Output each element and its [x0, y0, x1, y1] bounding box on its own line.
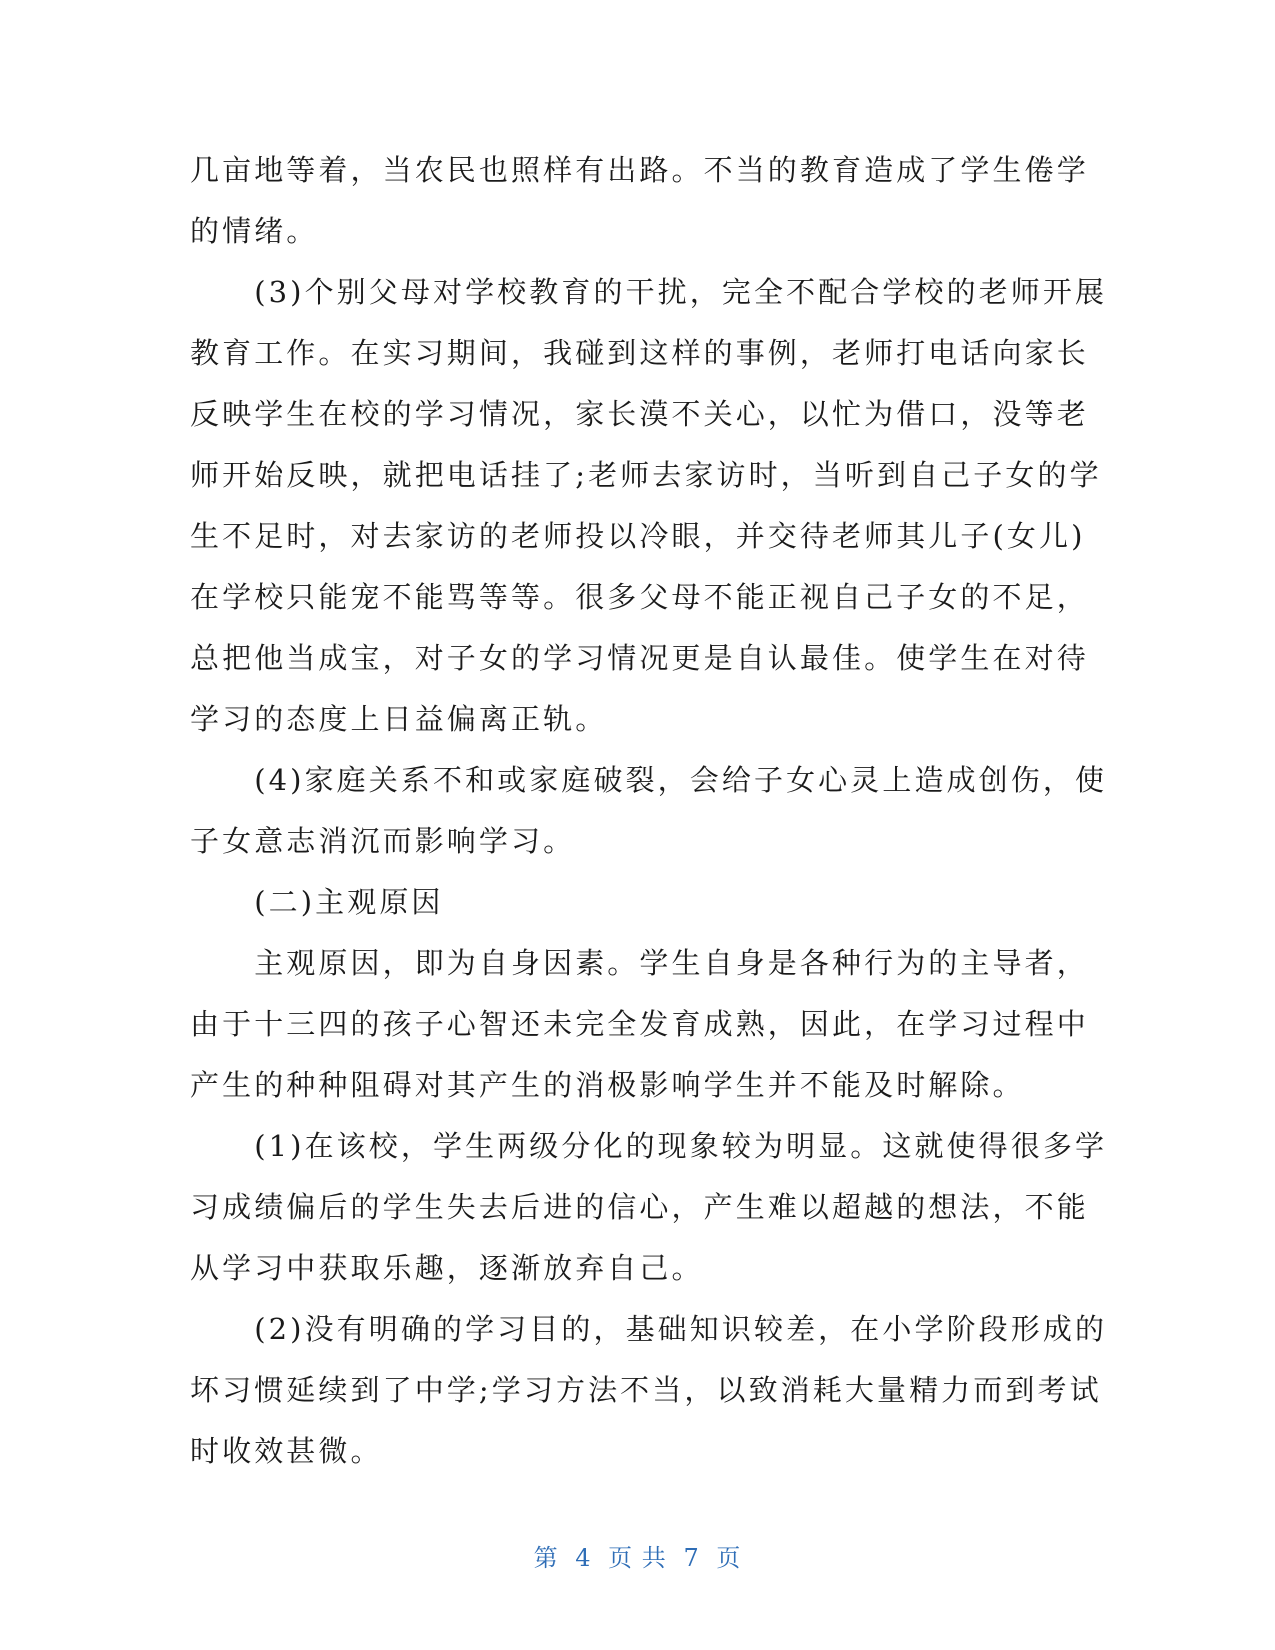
- text-line: (3)个别父母对学校教育的干扰，完全不配合学校的老师开展: [190, 275, 1108, 309]
- text-line: 主观原因，即为自身因素。学生自身是各种行为的主导者，: [190, 946, 1089, 980]
- total-pages-number: 7: [683, 1544, 700, 1572]
- current-page-number: 4: [575, 1544, 592, 1572]
- text-line: 师开始反映，就把电话挂了;老师去家访时，当听到自己子女的学: [190, 458, 1102, 492]
- text-line: 反映学生在校的学习情况，家长漠不关心，以忙为借口，没等老: [190, 397, 1089, 431]
- text-line: 学习的态度上日益偏离正轨。: [190, 702, 608, 736]
- footer-suffix: 页: [716, 1544, 742, 1572]
- body-text: [190, 140, 1108, 1482]
- text-line: 的情绪。: [190, 214, 319, 248]
- text-line: 总把他当成宝，对子女的学习情况更是自认最佳。使学生在对待: [190, 641, 1089, 675]
- text-line: 在学校只能宠不能骂等等。很多父母不能正视自己子女的不足，: [190, 580, 1089, 614]
- text-line: 坏习惯延续到了中学;学习方法不当，以致消耗大量精力而到考试: [190, 1373, 1102, 1407]
- text-line: 从学习中获取乐趣，逐渐放弃自己。: [190, 1251, 704, 1285]
- text-line: 生不足时，对去家访的老师投以冷眼，并交待老师其儿子(女儿): [190, 519, 1086, 553]
- text-line: 产生的种种阻碍对其产生的消极影响学生并不能及时解除。: [190, 1068, 1025, 1102]
- footer-middle: 页 共: [608, 1544, 667, 1572]
- text-line: (4)家庭关系不和或家庭破裂，会给子女心灵上造成创伤，使: [190, 763, 1108, 797]
- text-line: 几亩地等着，当农民也照样有出路。不当的教育造成了学生倦学: [190, 153, 1089, 187]
- text-line: 习成绩偏后的学生失去后进的信心，产生难以超越的想法，不能: [190, 1190, 1089, 1224]
- text-line: 由于十三四的孩子心智还未完全发育成熟，因此，在学习过程中: [190, 1007, 1089, 1041]
- footer-prefix: 第: [533, 1544, 559, 1572]
- text-line: 时收效甚微。: [190, 1434, 383, 1468]
- text-line: 教育工作。在实习期间，我碰到这样的事例，老师打电话向家长: [190, 336, 1089, 370]
- page-footer: [0, 1538, 1275, 1573]
- text-line: (1)在该校，学生两级分化的现象较为明显。这就使得很多学: [190, 1129, 1108, 1163]
- text-line: 子女意志消沉而影响学习。: [190, 824, 576, 858]
- text-line: (2)没有明确的学习目的，基础知识较差，在小学阶段形成的: [190, 1312, 1108, 1346]
- section-heading: (二)主观原因: [190, 885, 444, 919]
